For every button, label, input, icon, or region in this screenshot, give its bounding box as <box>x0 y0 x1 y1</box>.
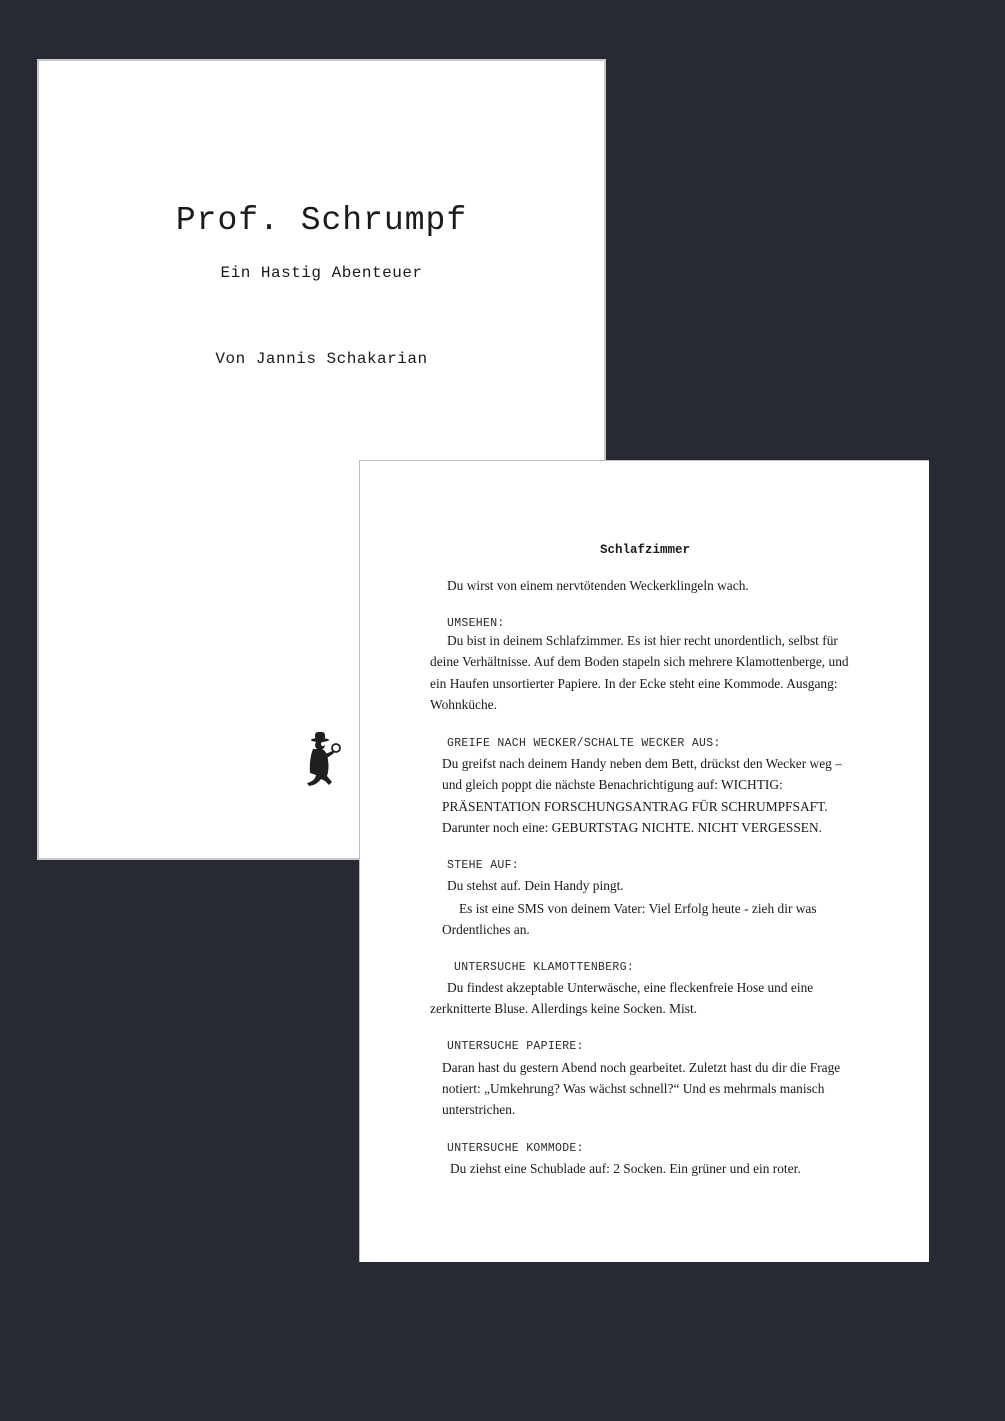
section-line: zerknitterte Bluse. Allerdings keine Socken. Mist. <box>430 1001 698 1016</box>
command-label: STEHE AUF: <box>447 859 520 872</box>
section-line: Du greifst nach deinem Handy neben dem Bett, drückst den Wecker weg – <box>442 756 842 771</box>
section-line: Du bist in deinem Schlafzimmer. Es ist hier recht unordentlich, selbst für <box>447 633 838 648</box>
section-line: Du stehst auf. Dein Handy pingt. <box>447 878 624 893</box>
command-label: UNTERSUCHE KOMMODE: <box>447 1142 584 1155</box>
intro-text: Du wirst von einem nervtötenden Weckerklingeln wach. <box>447 578 749 593</box>
section-line: und gleich poppt die nächste Benachrichtigung auf: WICHTIG: <box>442 777 783 792</box>
section-line: Du findest akzeptable Unterwäsche, eine fleckenfreie Hose und eine <box>447 980 814 995</box>
section-line: deine Verhältnisse. Auf dem Boden stapeln sich mehrere Klamottenberge, und <box>430 654 849 669</box>
detective-logo-icon <box>303 729 343 789</box>
section-line: Du ziehst eine Schublade auf: 2 Socken. Ein grüner und ein roter. <box>450 1161 801 1176</box>
book-subtitle: Ein Hastig Abenteuer <box>220 264 423 282</box>
section-line: Es ist eine SMS von deinem Vater: Viel Erfolg heute - zieh dir was <box>459 901 817 916</box>
section-line: PRÄSENTATION FORSCHUNGSANTRAG FÜR SCHRUMPFSAFT. <box>442 799 828 814</box>
book-author: Von Jannis Schakarian <box>215 350 428 368</box>
command-label: UMSEHEN: <box>447 617 505 630</box>
section-line: Ordentliches an. <box>442 922 530 937</box>
command-label: GREIFE NACH WECKER/SCHALTE WECKER AUS: <box>447 737 721 750</box>
section-line: Wohnküche. <box>430 697 497 712</box>
section-line: unterstrichen. <box>442 1102 516 1117</box>
section-line: notiert: „Umkehrung? Was wächst schnell?“ Und es mehrmals manisch <box>442 1081 825 1096</box>
section-line: Darunter noch eine: GEBURTSTAG NICHTE. NICHT VERGESSEN. <box>442 820 822 835</box>
section-line: ein Haufen unsortierter Papiere. In der Ecke steht eine Kommode. Ausgang: <box>430 676 838 691</box>
book-title: Prof. Schrumpf <box>175 202 468 239</box>
scene-page <box>359 460 929 1262</box>
section-line: Daran hast du gestern Abend noch gearbeitet. Zuletzt hast du dir die Frage <box>442 1060 841 1075</box>
command-label: UNTERSUCHE PAPIERE: <box>447 1040 584 1053</box>
command-label: UNTERSUCHE KLAMOTTENBERG: <box>454 961 635 974</box>
scene-title: Schlafzimmer <box>599 543 690 557</box>
